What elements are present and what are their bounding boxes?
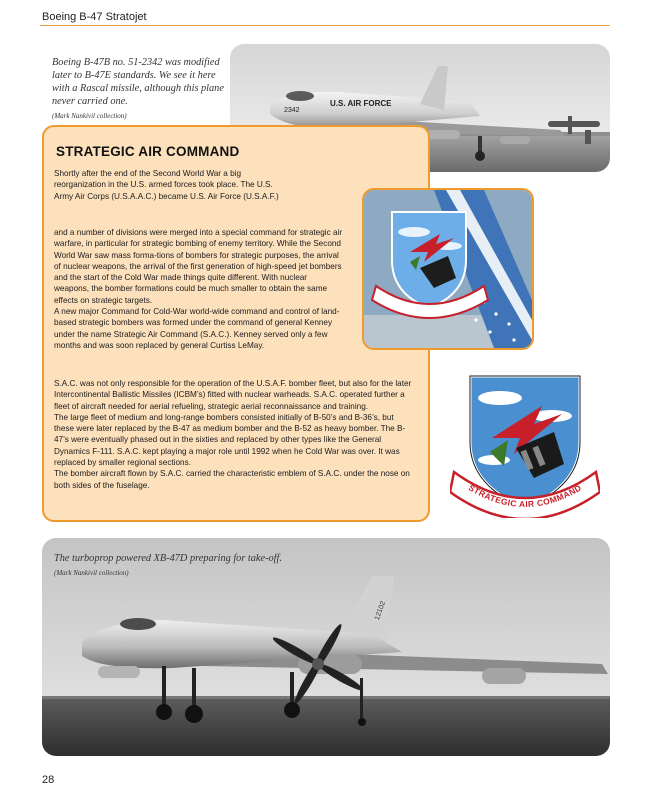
paragraph-text: A new major Command for Cold-War world-wide command and control of land-based strategic bombers was formed under the command of general Kenney under the name Strategic Air Command (S.A.C.). Kenney served only a few months and was soon replaced by general Curtiss LeMay. [54, 307, 340, 350]
sac-emblem-on-fuselage-photo [362, 188, 534, 350]
top-caption-text: Boeing B-47B no. 51-2342 was modified later to B-47E standards. We see it here with a Rascal missile, although this plane never carried one. [52, 57, 224, 107]
paragraph-text: The bomber aircraft flown by S.A.C. carried the characteristic emblem of S.A.C. under the nose on both sides of the fuselage. [54, 469, 410, 490]
sac-emblem [450, 368, 600, 518]
top-caption-credit: (Mark Nankivil collection) [52, 112, 127, 120]
running-head: Boeing B-47 Stratojet [42, 11, 147, 23]
bottom-caption-text: The turboprop powered XB-47D preparing for take-off. [54, 553, 282, 564]
paragraph-text: S.A.C. was not only responsible for the operation of the U.S.A.F. bomber fleet, but also for the later Intercontinental Ballistic Missiles (ICBM’s) fitted with nuclear warheads. S.A.C. operated further a fleet of aircraft needed for aerial refueling, strategic aerial reconnaissance and training. [54, 379, 412, 411]
header-rule [40, 25, 610, 26]
serial-marking: 2342 [284, 107, 300, 114]
sac-section-title: STRATEGIC AIR COMMAND [56, 144, 240, 159]
top-photo-caption [52, 56, 230, 123]
paragraph-text: Shortly after the end of the Second World War a big reorganization in the U.S. armed forces took place. The U.S. Army Air Corps (U.S.A.A.C.) became U.S. Air Force (U.S.A.F.) [54, 169, 279, 201]
bottom-caption-credit: (Mark Nankivil collection) [54, 569, 129, 577]
sac-paragraph-4-6 [54, 378, 414, 491]
fuselage-marking: U.S. AIR FORCE [330, 99, 392, 108]
sac-paragraph-2-3 [54, 227, 344, 351]
paragraph-text: and a number of divisions were merged into a special command for strategic air warfare, in particular for strategic bombing of enemy territory. While the Second World War saw mass forma-tions of bombers for strategic purposes, the arrival of nuclear weapons, the arrival of the first generation of high-speed jet bombers and the start of the Cold War made things quite different. With nuclear weapons, the bomber formations could be much smaller to obtain the same effects on strategic targets. [54, 228, 343, 305]
paragraph-text: The large fleet of medium and long-range bombers consisted initially of B-50’s and B-36’s, but these were later replaced by the B-47 as medium bomber and the B-52 as heavy bomber. The B-47’s were eventually phased out in the sixties and replaced by other types like the General Dynamics F-111. S.A.C. kept playing a major role until 1992 when he Cold War was over. It was replaced by smaller regional sections. [54, 412, 406, 468]
bottom-photo-caption [54, 552, 314, 580]
page-number: 28 [42, 774, 55, 786]
tail-marking: 12102 [373, 600, 388, 622]
sac-paragraph-1 [54, 168, 286, 202]
emblem-banner-text: STRATEGIC AIR COMMAND [466, 482, 584, 510]
